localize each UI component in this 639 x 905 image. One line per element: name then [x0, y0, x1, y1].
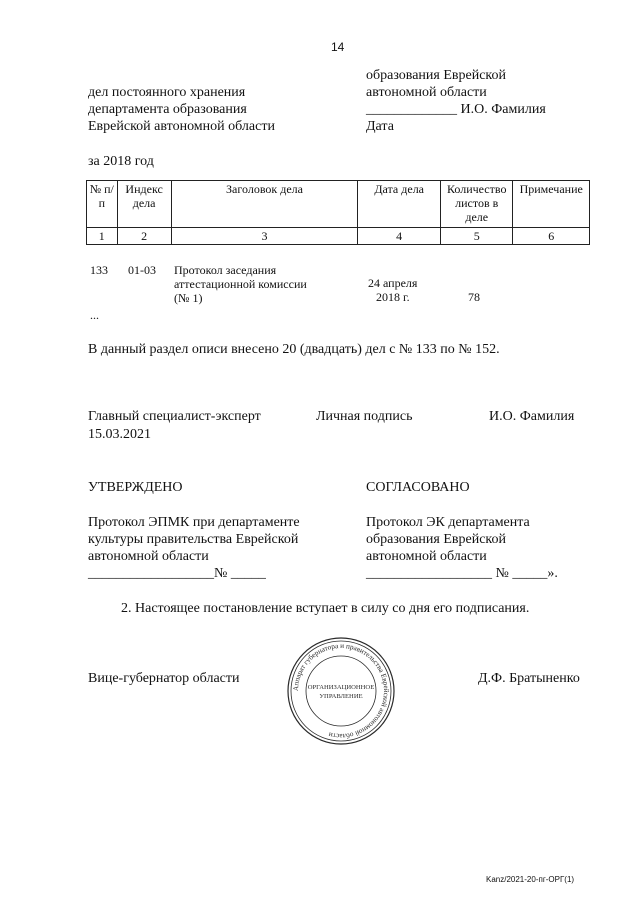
- col-number: 4: [358, 228, 441, 245]
- clause-text: 2. Настоящее постановление вступает в силу со дня его подписания.: [121, 601, 530, 616]
- signature-date: 15.03.2021: [88, 427, 151, 442]
- approved-title: УТВЕРЖДЕНО: [88, 480, 183, 495]
- table-header-row: [87, 181, 590, 228]
- header-num: № п/п: [87, 181, 118, 228]
- top-right-sign-line: _____________ И.О. Фамилия: [366, 102, 546, 117]
- entry-date-line-1: 24 апреля: [368, 276, 418, 290]
- stamp-center-line-2: УПРАВЛЕНИЕ: [319, 693, 363, 700]
- entry-title-line-3: (№ 1): [174, 291, 203, 305]
- top-right-date: Дата: [366, 119, 394, 134]
- agreed-title: СОГЛАСОВАНО: [366, 480, 470, 495]
- approved-line-2: культуры правительства Еврейской: [88, 532, 299, 547]
- governor-title: Вице-губернатор области: [88, 671, 240, 686]
- signature-sign: Личная подпись: [316, 409, 413, 424]
- approved-line-3: автономной области: [88, 549, 209, 564]
- ellipsis: ...: [90, 308, 99, 322]
- official-stamp: [286, 636, 396, 746]
- summary-text: В данный раздел описи внесено 20 (двадцать) дел с № 133 по № 152.: [88, 342, 500, 357]
- col-number: 3: [171, 228, 358, 245]
- entry-index: 01-03: [128, 263, 156, 277]
- agreed-line-1: Протокол ЭК департамента: [366, 515, 530, 530]
- signature-name: И.О. Фамилия: [489, 409, 575, 424]
- header-sheets: Количество листов в деле: [441, 181, 513, 228]
- year-line: за 2018 год: [88, 154, 154, 169]
- stamp-center-line-1: ОРГАНИЗАЦИОННОЕ: [307, 684, 375, 691]
- top-left-line-2: департамента образования: [88, 102, 247, 117]
- footer-code: Kanz/2021-20-пг-ОРГ(1): [486, 875, 575, 884]
- top-left-line-1: дел постоянного хранения: [88, 85, 246, 100]
- header-note: Примечание: [513, 181, 590, 228]
- header-date: Дата дела: [358, 181, 441, 228]
- signature-position: Главный специалист-эксперт: [88, 409, 261, 424]
- col-number: 5: [441, 228, 513, 245]
- stamp-ring-text: Аппарат губернатора и правительства Еврейской автономной области: [291, 641, 391, 741]
- entry-date-line-2: 2018 г.: [376, 290, 410, 304]
- agreed-line-4: __________________ № _____».: [366, 566, 558, 581]
- col-number: 2: [117, 228, 171, 245]
- governor-name: Д.Ф. Братыненко: [478, 671, 580, 686]
- entry-num: 133: [90, 263, 108, 277]
- col-number: 6: [513, 228, 590, 245]
- header-index: Индекс дела: [117, 181, 171, 228]
- entry-title-line-1: Протокол заседания: [174, 263, 277, 277]
- header-title: Заголовок дела: [171, 181, 358, 228]
- top-right-line-2: автономной области: [366, 85, 487, 100]
- approved-line-1: Протокол ЭПМК при департаменте: [88, 515, 300, 530]
- agreed-line-3: автономной области: [366, 549, 487, 564]
- top-right-line-1: образования Еврейской: [366, 68, 507, 83]
- table-number-row: [87, 228, 590, 245]
- approved-line-4: __________________№ _____: [88, 566, 266, 581]
- col-number: 1: [87, 228, 118, 245]
- agreed-line-2: образования Еврейской: [366, 532, 507, 547]
- top-left-line-3: Еврейской автономной области: [88, 119, 275, 134]
- inventory-table-header: [86, 180, 590, 245]
- entry-title-line-2: аттестационной комиссии: [174, 277, 307, 291]
- page-number: 14: [331, 40, 345, 54]
- entry-sheets: 78: [468, 290, 480, 304]
